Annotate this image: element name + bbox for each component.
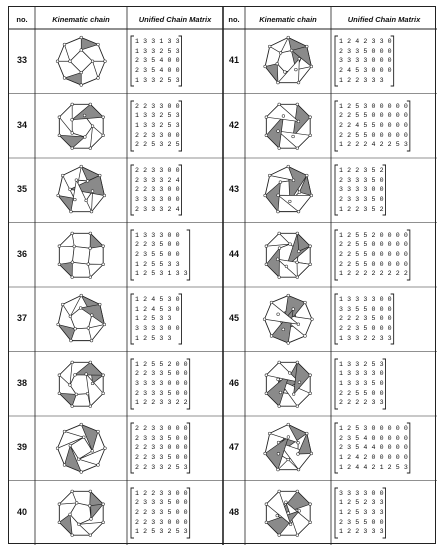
matrix-row: 3 3 3 3 0 0 [135,325,180,333]
matrix-brackets [335,36,433,86]
matrix-row: 2 3 3 3 2 4 [135,205,180,213]
kinematic-chain-drawing [260,420,317,477]
matrix-row: 1 3 3 2 5 3 [135,47,180,55]
row-number: 36 [16,248,27,259]
matrix-row: 1 3 3 1 3 3 [135,38,180,46]
matrix-row: 3 3 3 3 0 0 0 [135,379,188,387]
matrix-row: 2 3 5 4 4 0 0 0 0 [339,444,408,452]
header-chain-left: Kinematic chain [52,15,110,24]
matrix-row: 1 3 3 2 5 3 [135,121,180,129]
row-number: 34 [16,119,27,130]
kinematic-chain-table [8,6,436,544]
header-matrix-left: Unified Chain Matrix [138,15,212,24]
matrix-row: 1 2 2 3 5 2 [339,205,384,213]
matrix-row: 1 3 3 3 0 0 [135,231,180,239]
kinematic-chain-drawing [260,356,317,413]
kinematic-chain-drawing [53,485,110,542]
kinematic-chain-drawing [53,291,110,348]
kinematic-chain-cell [260,33,317,90]
matrix-row: 1 3 3 2 5 3 [135,112,180,120]
matrix-brackets [131,230,219,280]
kinematic-chain-cell [260,291,317,348]
matrix-row: 2 3 3 3 5 0 0 [135,389,188,397]
matrix-row: 1 2 2 3 3 3 [339,76,384,84]
matrix-brackets [131,294,219,344]
kinematic-chain-drawing [260,485,317,542]
row-number: 37 [16,313,27,324]
matrix-row: 1 2 4 4 2 1 2 5 3 [339,463,408,471]
matrix-row: 2 2 5 5 0 0 0 0 0 [339,131,408,139]
matrix-row: 2 3 3 5 0 0 0 [339,47,392,55]
matrix-row: 2 2 3 5 0 0 [135,241,180,249]
matrix-row: 2 2 5 5 0 0 0 0 0 [339,112,408,120]
header-matrix-right: Unified Chain Matrix [347,15,421,24]
matrix-row: 2 2 3 3 0 0 [135,102,180,110]
kinematic-chain-drawing [260,291,317,348]
kinematic-chain-cell [53,227,110,284]
kinematic-chain-cell [260,227,317,284]
matrix-row: 3 3 3 3 0 0 [135,196,180,204]
matrix-row: 1 2 5 5 3 3 [135,260,180,268]
kinematic-chain-drawing [260,33,317,90]
matrix-row: 1 2 2 3 5 2 [339,167,384,175]
matrix-brackets [131,359,219,409]
matrix-row: 1 3 3 2 5 3 [135,76,180,84]
kinematic-chain-drawing [53,420,110,477]
row-number: 41 [228,55,239,66]
row-number: 48 [228,506,239,517]
matrix-row: 1 2 5 3 1 3 3 [135,270,188,278]
matrix-row: 1 2 2 2 2 2 2 2 2 [339,270,408,278]
row-number: 46 [228,377,239,388]
matrix-brackets [335,230,433,280]
matrix-brackets [335,294,433,344]
row-number: 35 [16,184,27,195]
matrix-brackets [335,165,433,215]
header-chain-right: Kinematic chain [259,15,317,24]
matrix-row: 1 2 4 5 3 0 [135,296,180,304]
matrix-brackets [131,36,219,86]
kinematic-chain-drawing [53,33,110,90]
matrix-row: 2 2 3 3 2 5 3 [135,463,188,471]
matrix-row: 2 3 5 5 0 0 [339,518,384,526]
matrix-row: 2 2 3 3 0 0 [135,167,180,175]
matrix-brackets [131,165,219,215]
matrix-brackets [335,359,433,409]
kinematic-chain-cell [53,33,110,90]
row-number: 44 [228,248,239,259]
kinematic-chain-cell [260,356,317,413]
kinematic-chain-cell [53,420,110,477]
matrix-brackets [131,423,219,473]
matrix-row: 1 2 5 3 2 5 3 [135,528,188,536]
matrix-row: 1 3 3 2 2 3 3 [339,334,392,342]
matrix-row: 3 3 3 3 0 0 [339,186,384,194]
matrix-row: 2 2 3 3 0 0 0 [135,444,188,452]
kinematic-chain-drawing [53,227,110,284]
matrix-row: 1 2 2 2 4 2 2 5 3 [339,141,408,149]
kinematic-chain-cell [260,98,317,155]
matrix-row: 2 2 5 5 0 0 0 0 0 [339,241,408,249]
matrix-row: 2 3 3 3 5 0 [339,176,384,184]
matrix-row: 2 3 5 5 0 0 [135,250,180,258]
kinematic-chain-drawing [53,162,110,219]
matrix-row: 1 2 2 3 3 3 [339,528,384,536]
kinematic-chain-cell [53,162,110,219]
matrix-row: 2 2 3 5 0 0 0 [339,325,392,333]
matrix-row: 2 3 3 3 5 0 [339,196,384,204]
matrix-row: 1 3 3 3 5 0 [339,379,384,387]
matrix-row: 2 3 5 4 0 0 [135,57,180,65]
matrix-row: 1 2 4 2 3 3 0 [339,38,392,46]
matrix-row: 1 2 5 3 0 0 0 0 0 [339,425,408,433]
matrix-row: 1 2 5 3 0 0 0 0 0 [339,102,408,110]
row-number: 43 [228,184,239,195]
matrix-row: 1 2 5 2 3 3 [339,499,384,507]
matrix-row: 1 2 5 5 2 0 0 0 0 [339,231,408,239]
matrix-row: 2 2 5 5 0 0 [339,389,384,397]
matrix-row: 2 2 5 3 2 5 [135,141,180,149]
matrix-row: 2 2 3 3 0 0 0 [135,518,188,526]
matrix-row: 1 2 2 3 3 0 0 [135,489,188,497]
kinematic-chain-cell [53,98,110,155]
kinematic-chain-drawing [53,356,110,413]
matrix-row: 2 3 3 3 5 0 0 [135,499,188,507]
matrix-row: 1 2 5 3 3 [135,334,172,342]
matrix-row: 2 2 5 5 0 0 0 0 0 [339,250,408,258]
matrix-brackets [335,423,433,473]
kinematic-chain-cell [53,356,110,413]
matrix-row: 2 2 4 5 5 0 0 0 0 [339,121,408,129]
kinematic-chain-cell [53,485,110,542]
row-number: 40 [16,506,27,517]
matrix-row: 1 3 3 3 3 0 0 [339,296,392,304]
header-no-left: no. [16,15,28,24]
matrix-row: 1 3 3 2 5 3 [339,360,384,368]
matrix-row: 2 2 3 3 0 0 [135,186,180,194]
kinematic-chain-cell [53,291,110,348]
matrix-row: 1 2 5 3 3 3 [339,508,384,516]
matrix-brackets [131,488,219,538]
matrix-row: 1 2 4 2 0 0 0 0 0 [339,454,408,462]
matrix-row: 2 2 3 3 5 0 0 [135,454,188,462]
matrix-row: 1 2 5 3 3 [135,315,172,323]
kinematic-chain-drawing [260,227,317,284]
matrix-row: 3 3 3 3 0 0 0 [339,57,392,65]
matrix-row: 1 2 4 5 3 0 [135,305,180,313]
row-number: 39 [16,442,27,453]
row-number: 33 [16,55,27,66]
matrix-row: 2 3 3 3 2 4 [135,176,180,184]
matrix-row: 2 2 3 3 5 0 0 [135,370,188,378]
matrix-row: 2 2 3 3 0 0 0 [135,425,188,433]
matrix-brackets [131,101,219,151]
row-number: 38 [16,377,27,388]
row-number: 45 [228,313,239,324]
matrix-row: 2 3 5 4 0 0 0 0 0 [339,434,408,442]
kinematic-chain-drawing [260,162,317,219]
kinematic-chain-drawing [53,98,110,155]
matrix-row: 1 2 5 5 2 0 0 [135,360,188,368]
row-number: 42 [228,119,239,130]
row-number: 47 [228,442,239,453]
kinematic-chain-drawing [260,98,317,155]
matrix-row: 1 3 3 3 3 0 [339,370,384,378]
matrix-brackets [335,488,433,538]
matrix-row: 2 4 5 3 0 0 0 [339,67,392,75]
header-no-right: no. [228,15,240,24]
matrix-row: 1 2 2 3 3 2 2 [135,399,188,407]
matrix-row: 2 2 5 5 0 0 0 0 0 [339,260,408,268]
matrix-row: 3 3 5 5 0 0 0 [339,305,392,313]
kinematic-chain-cell [260,420,317,477]
matrix-row: 2 2 2 2 3 3 [339,399,384,407]
matrix-row: 2 3 5 4 0 0 [135,67,180,75]
kinematic-chain-cell [260,162,317,219]
kinematic-chain-cell [260,485,317,542]
matrix-row: 2 2 3 3 0 0 [135,131,180,139]
matrix-row: 2 3 3 3 5 0 0 [135,434,188,442]
matrix-row: 2 2 2 3 5 0 0 [339,315,392,323]
matrix-row: 2 2 3 3 5 0 0 [135,508,188,516]
matrix-row: 3 3 3 3 0 0 [339,489,384,497]
matrix-brackets [335,101,433,151]
